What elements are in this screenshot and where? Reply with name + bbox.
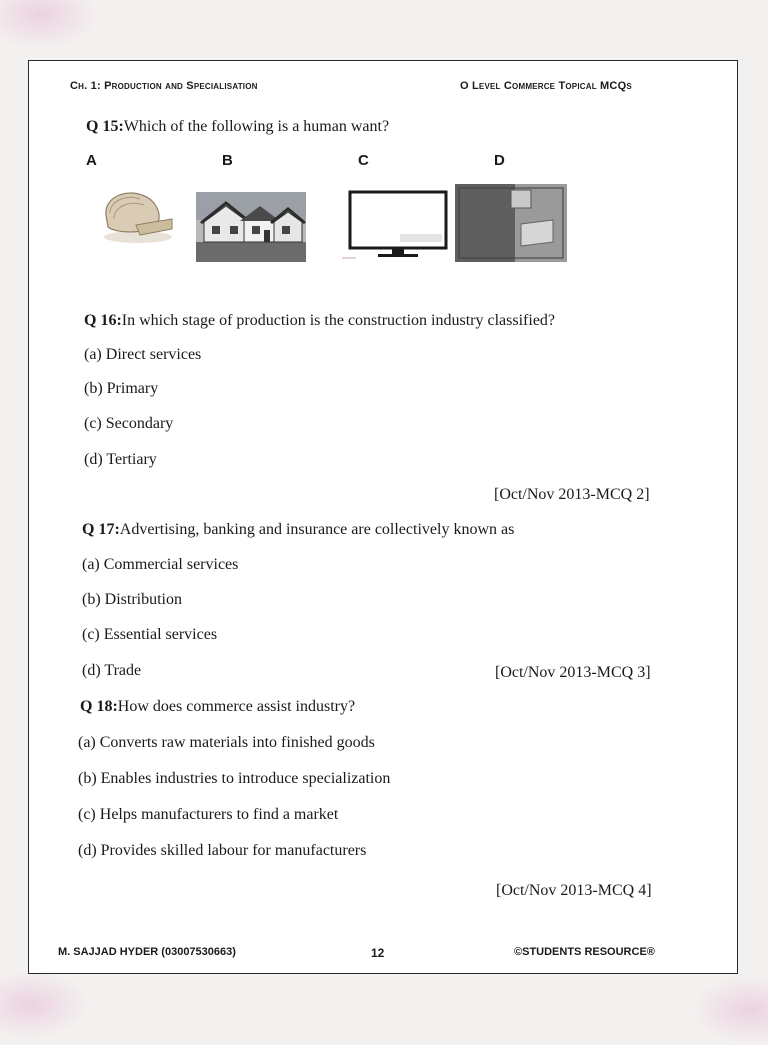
monitor-image: [340, 188, 452, 260]
question-18-option-b: (b) Enables industries to introduce specialization: [78, 770, 391, 787]
question-17: [82, 521, 514, 539]
question-16-option-d: (d) Tertiary: [84, 451, 157, 468]
question-18-option-c: (c) Helps manufacturers to find a market: [78, 806, 339, 823]
question-17-number: Q 17:: [82, 521, 120, 538]
question-18-option-a: (a) Converts raw materials into finished goods: [78, 734, 375, 751]
question-17-option-c: (c) Essential services: [82, 626, 218, 643]
page-number: 12: [371, 946, 385, 960]
question-17-option-a: (a) Commercial services: [82, 556, 239, 573]
page-tint-top-left: [0, 0, 100, 50]
question-15: [86, 118, 389, 136]
question-16-option-c: (c) Secondary: [84, 415, 174, 432]
question-16: [84, 312, 555, 330]
option-letter-b: B: [222, 152, 233, 169]
page-tint-bottom-right: [690, 975, 768, 1045]
question-16-reference: [Oct/Nov 2013-MCQ 2]: [494, 486, 650, 503]
footer-author: M. SAJJAD HYDER (03007530663): [58, 946, 236, 958]
question-18-reference: [Oct/Nov 2013-MCQ 4]: [496, 882, 652, 899]
book-title: O Level Commerce Topical MCQs: [460, 80, 632, 92]
page-tint-bottom-left: [0, 970, 90, 1040]
question-16-text: In which stage of production is the construction industry classified?: [121, 312, 556, 329]
question-16-number: Q 16:: [84, 312, 122, 329]
question-17-reference: [Oct/Nov 2013-MCQ 3]: [495, 664, 651, 681]
question-15-number: Q 15:: [86, 118, 124, 135]
footer-resource: ©STUDENTS RESOURCE®: [514, 946, 655, 958]
option-letter-c: C: [358, 152, 369, 169]
chapter-title: Ch. 1: Production and Specialisation: [70, 80, 258, 92]
question-18-text: How does commerce assist industry?: [117, 698, 356, 715]
question-16-option-b: (b) Primary: [84, 380, 159, 397]
question-15-text: Which of the following is a human want?: [123, 118, 390, 135]
question-17-option-b: (b) Distribution: [82, 591, 182, 608]
question-16-option-a: (a) Direct services: [84, 346, 202, 363]
question-17-option-d: (d) Trade: [82, 662, 142, 679]
question-17-text: Advertising, banking and insurance are collectively known as: [119, 521, 515, 538]
house-image: [196, 192, 306, 262]
room-image: [455, 184, 567, 262]
option-letter-a: A: [86, 152, 97, 169]
option-letter-d: D: [494, 152, 505, 169]
question-18: [80, 698, 355, 716]
bread-image: [96, 185, 178, 247]
question-18-option-d: (d) Provides skilled labour for manufacturers: [78, 842, 367, 859]
question-18-number: Q 18:: [80, 698, 118, 715]
